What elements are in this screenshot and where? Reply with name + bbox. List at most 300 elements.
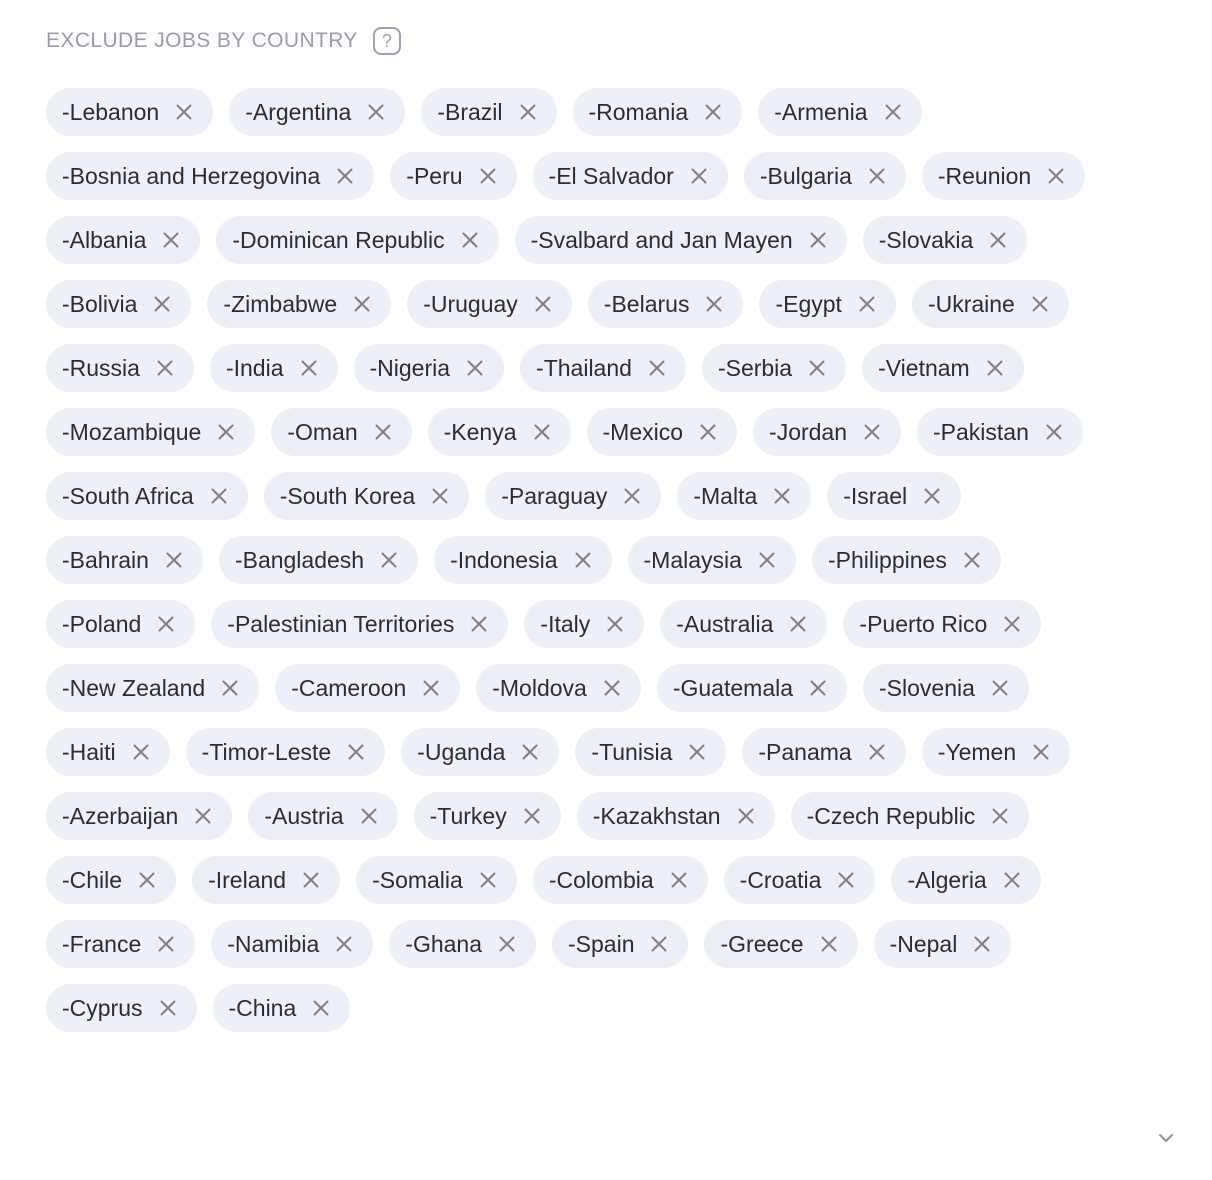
country-tag [863,216,1028,264]
remove-tag-button[interactable] [756,549,778,571]
country-tag [520,344,686,392]
remove-tag-button[interactable] [601,677,623,699]
country-tag [791,792,1030,840]
country-tag [46,88,213,136]
country-tag [354,344,505,392]
country-tag [46,664,259,712]
close-x-icon [421,678,441,698]
close-x-icon [346,742,366,762]
close-x-icon [469,614,489,634]
country-tag-label: -Romania [588,98,689,125]
close-x-icon [788,614,808,634]
remove-tag-button[interactable] [866,165,888,187]
country-tag [575,728,726,776]
help-icon[interactable]: ? [373,27,401,55]
country-tag-label: -Guatemala [672,674,794,701]
remove-tag-button[interactable] [921,485,943,507]
close-x-icon [301,870,321,890]
remove-tag-button[interactable] [468,613,490,635]
close-x-icon [478,870,498,890]
country-tag-label: -Cyprus [62,994,143,1021]
remove-tag-button[interactable] [807,677,829,699]
country-tag-label: -Zimbabwe [223,290,338,317]
close-x-icon [1002,870,1022,890]
country-tag-label: -Haiti [62,738,116,765]
remove-tag-button[interactable] [208,485,230,507]
close-x-icon [704,294,724,314]
close-x-icon [311,998,331,1018]
country-tag [742,728,905,776]
country-tag [46,280,191,328]
close-x-icon [883,102,903,122]
remove-tag-button[interactable] [365,101,387,123]
close-x-icon [962,550,982,570]
country-tag-label: -Ghana [405,930,482,957]
country-tag-label: -Timor-Leste [201,738,332,765]
country-tag [577,792,775,840]
close-x-icon [352,294,372,314]
country-tag [46,408,255,456]
country-tag-label: -Svalbard and Jan Mayen [530,226,793,253]
country-tag-label: -Mozambique [62,418,202,445]
remove-tag-button[interactable] [334,165,356,187]
remove-tag-button[interactable] [835,869,857,891]
country-tag-label: -India [225,354,284,381]
remove-tag-button[interactable] [604,613,626,635]
close-x-icon [152,294,172,314]
remove-tag-button[interactable] [648,933,670,955]
close-x-icon [518,102,538,122]
remove-tag-button[interactable] [866,741,888,763]
remove-tag-button[interactable] [358,805,380,827]
remove-tag-button[interactable] [686,741,708,763]
country-tag-label: -Indonesia [450,546,558,573]
close-x-icon [209,486,229,506]
close-x-icon [161,230,181,250]
country-tag-label: -Thailand [536,354,632,381]
country-tag [922,728,1070,776]
country-tag-label: -Bulgaria [759,162,852,189]
remove-tag-button[interactable] [521,805,543,827]
close-x-icon [216,422,236,442]
country-tag-label: -Reunion [937,162,1032,189]
country-tag-label: -Bosnia and Herzegovina [62,162,321,189]
remove-tag-button[interactable] [668,869,690,891]
remove-tag-button[interactable] [1029,293,1051,315]
remove-tag-button[interactable] [702,101,724,123]
country-tag [434,536,611,584]
close-x-icon [867,742,887,762]
country-tag-label: -Oman [287,418,358,445]
country-tag [211,920,373,968]
close-x-icon [990,678,1010,698]
country-tag [421,88,556,136]
remove-tag-button[interactable] [703,293,725,315]
close-x-icon [522,806,542,826]
remove-tag-button[interactable] [173,101,195,123]
country-tag [922,152,1085,200]
remove-tag-button[interactable] [219,677,241,699]
remove-tag-button[interactable] [300,869,322,891]
remove-tag-button[interactable] [155,613,177,635]
remove-tag-button[interactable] [155,933,177,955]
country-tag-label: -Malta [693,482,758,509]
country-tag [186,728,386,776]
close-x-icon [478,166,498,186]
close-x-icon [335,166,355,186]
remove-tag-button[interactable] [807,229,829,251]
remove-tag-button[interactable] [735,805,757,827]
country-tag [46,728,170,776]
country-tag [428,408,571,456]
country-tag [46,792,232,840]
close-x-icon [808,678,828,698]
country-tag [702,344,846,392]
remove-tag-button[interactable] [989,677,1011,699]
close-x-icon [972,934,992,954]
country-tag-label: -Philippines [827,546,947,573]
remove-tag-button[interactable] [477,869,499,891]
close-x-icon [532,422,552,442]
country-tag [229,88,405,136]
close-x-icon [158,998,178,1018]
close-x-icon [460,230,480,250]
remove-tag-button[interactable] [806,357,828,379]
country-tag-label: -Vietnam [878,354,970,381]
country-tag-label: -Bangladesh [234,546,365,573]
remove-tag-button[interactable] [771,485,793,507]
country-tag-label: -Egypt [775,290,842,317]
close-x-icon [867,166,887,186]
close-x-icon [605,614,625,634]
country-tag [587,408,738,456]
country-tag [862,344,1024,392]
country-tag-label: -Poland [62,610,142,637]
remove-tag-button[interactable] [572,549,594,571]
country-tag [524,600,644,648]
remove-tag-button[interactable] [163,549,185,571]
close-x-icon [687,742,707,762]
close-x-icon [862,422,882,442]
country-tag-label: -Puerto Rico [859,610,988,637]
country-tag [476,664,641,712]
country-tag [46,856,176,904]
country-tag [271,408,411,456]
country-tag-label: -Argentina [245,98,352,125]
country-tag-label: -Algeria [907,866,987,893]
close-x-icon [703,102,723,122]
close-x-icon [497,934,517,954]
remove-tag-button[interactable] [856,293,878,315]
close-x-icon [649,934,669,954]
close-x-icon [808,230,828,250]
country-tag [46,472,248,520]
close-x-icon [156,934,176,954]
remove-tag-button[interactable] [688,165,710,187]
country-tag [677,472,811,520]
country-tag [46,920,195,968]
close-x-icon [757,550,777,570]
close-x-icon [533,294,553,314]
close-x-icon [573,550,593,570]
country-tag [724,856,876,904]
country-tag [192,856,340,904]
country-tag [759,280,895,328]
country-tag [401,728,559,776]
remove-tag-button[interactable] [987,229,1009,251]
country-tag [891,856,1040,904]
country-tag [219,536,418,584]
exclude-country-filter [46,24,1176,1032]
remove-tag-button[interactable] [532,293,554,315]
remove-tag-button[interactable] [971,933,993,955]
country-tag-label: -Mexico [602,418,684,445]
remove-tag-button[interactable] [961,549,983,571]
country-tag-label: -Russia [62,354,140,381]
country-tag-label: -Uganda [417,738,506,765]
close-x-icon [985,358,1005,378]
country-tag-label: -Slovakia [878,226,974,253]
country-tag-label: -Ukraine [927,290,1015,317]
country-tag-label: -Italy [540,610,591,637]
country-tag [874,920,1012,968]
country-tag [628,536,796,584]
country-tag-label: -Palestinian Territories [227,610,455,637]
country-tag [843,600,1041,648]
country-tag-label: -Kazakhstan [592,802,721,829]
country-tag [46,600,195,648]
close-x-icon [430,486,450,506]
country-tag-label: -New Zealand [62,674,206,701]
country-tag [46,984,197,1032]
close-x-icon [131,742,151,762]
country-tag [210,344,338,392]
remove-tag-button[interactable] [818,933,840,955]
country-tag [917,408,1083,456]
close-x-icon [836,870,856,890]
close-x-icon [174,102,194,122]
country-tag [812,536,1001,584]
country-tag-label: -South Africa [62,482,194,509]
country-tag [657,664,847,712]
country-tag [912,280,1069,328]
remove-tag-button[interactable] [420,677,442,699]
country-tag-label: -Australia [676,610,774,637]
country-tag-label: -Nigeria [369,354,451,381]
remove-tag-button[interactable] [464,357,486,379]
country-tag-label: -Namibia [227,930,320,957]
remove-tag-button[interactable] [310,997,332,1019]
country-tag-label: -Yemen [937,738,1017,765]
country-tag [46,536,203,584]
close-x-icon [1031,742,1051,762]
close-x-icon [772,486,792,506]
country-tag-label: -Paraguay [501,482,608,509]
remove-tag-button[interactable] [298,357,320,379]
country-tag-label: -Slovenia [879,674,975,701]
close-x-icon [164,550,184,570]
country-tag [407,280,572,328]
close-x-icon [1030,294,1050,314]
country-tag-label: -China [228,994,297,1021]
close-x-icon [990,806,1010,826]
remove-tag-button[interactable] [787,613,809,635]
country-tag [588,280,744,328]
remove-tag-button[interactable] [1001,613,1023,635]
filter-header [46,24,1176,58]
close-x-icon [465,358,485,378]
country-tag-label: -Austria [264,802,344,829]
remove-tag-button[interactable] [429,485,451,507]
country-tag [533,856,708,904]
country-tag-label: -Kenya [443,418,517,445]
country-tag-label: -Israel [843,482,908,509]
country-tag-label: -Czech Republic [806,802,976,829]
remove-tag-button[interactable] [378,549,400,571]
close-x-icon [366,102,386,122]
remove-tag-button[interactable] [459,229,481,251]
remove-tag-button[interactable] [351,293,373,315]
close-x-icon [922,486,942,506]
country-tag-label: -Azerbaijan [62,802,179,829]
remove-tag-button[interactable] [130,741,152,763]
country-tag-label: -Armenia [774,98,868,125]
close-x-icon [379,550,399,570]
country-tag [248,792,397,840]
remove-tag-button[interactable] [984,357,1006,379]
country-tag-label: -Lebanon [62,98,160,125]
close-x-icon [698,422,718,442]
remove-tag-button[interactable] [215,421,237,443]
remove-tag-button[interactable] [477,165,499,187]
country-tag-label: -Moldova [492,674,587,701]
remove-tag-button[interactable] [160,229,182,251]
remove-tag-button[interactable] [157,997,179,1019]
close-x-icon [988,230,1008,250]
remove-tag-button[interactable] [136,869,158,891]
remove-tag-button[interactable] [372,421,394,443]
country-tag [744,152,906,200]
remove-tag-button[interactable] [1045,165,1067,187]
remove-tag-button[interactable] [989,805,1011,827]
country-tag [216,216,498,264]
filter-title: EXCLUDE JOBS BY COUNTRY [46,29,358,52]
country-tag-label: -Bolivia [62,290,138,317]
close-x-icon [299,358,319,378]
country-tag [275,664,460,712]
country-tag-label: -Albania [62,226,147,253]
country-tag-label: -France [62,930,142,957]
close-x-icon [689,166,709,186]
country-tag-label: -Colombia [548,866,654,893]
country-tag-label: -Belarus [603,290,690,317]
close-x-icon [602,678,622,698]
country-tag-label: -Greece [720,930,804,957]
country-tag-list [46,88,1131,1032]
country-tag [533,152,728,200]
remove-tag-button[interactable] [345,741,367,763]
country-tag [389,920,536,968]
close-x-icon [669,870,689,890]
country-tag [414,792,561,840]
country-tag [485,472,661,520]
close-x-icon [137,870,157,890]
remove-tag-button[interactable] [154,357,176,379]
country-tag-label: -Spain [568,930,635,957]
remove-tag-button[interactable] [531,421,553,443]
country-tag-label: -Peru [406,162,463,189]
country-tag [827,472,961,520]
country-tag [863,664,1029,712]
close-x-icon [1002,614,1022,634]
country-tag-label: -Chile [62,866,123,893]
country-tag [46,152,374,200]
country-tag [207,280,391,328]
close-x-icon [373,422,393,442]
remove-tag-button[interactable] [1043,421,1065,443]
remove-tag-button[interactable] [496,933,518,955]
country-tag-label: -Nepal [889,930,958,957]
country-tag-label: -Bahrain [62,546,149,573]
country-tag [573,88,743,136]
remove-tag-button[interactable] [882,101,904,123]
close-x-icon [736,806,756,826]
remove-tag-button[interactable] [1030,741,1052,763]
country-tag [704,920,857,968]
country-tag-label: -Uruguay [423,290,518,317]
country-tag-label: -Jordan [769,418,848,445]
country-tag-label: -Serbia [717,354,793,381]
close-x-icon [155,358,175,378]
country-tag-label: -Dominican Republic [232,226,445,253]
country-tag [356,856,517,904]
close-x-icon [1044,422,1064,442]
country-tag [390,152,516,200]
remove-tag-button[interactable] [517,101,539,123]
remove-tag-button[interactable] [861,421,883,443]
country-tag [213,984,351,1032]
remove-tag-button[interactable] [333,933,355,955]
chevron-down-icon[interactable] [1156,1128,1178,1150]
country-tag [753,408,901,456]
remove-tag-button[interactable] [192,805,214,827]
remove-tag-button[interactable] [519,741,541,763]
country-tag-label: -Brazil [437,98,503,125]
close-x-icon [359,806,379,826]
country-tag-label: -Somalia [372,866,463,893]
close-x-icon [1046,166,1066,186]
country-tag-label: -Tunisia [591,738,673,765]
country-tag [660,600,827,648]
close-x-icon [193,806,213,826]
country-tag-label: -South Korea [279,482,416,509]
remove-tag-button[interactable] [1001,869,1023,891]
remove-tag-button[interactable] [646,357,668,379]
country-tag-label: -Cameroon [291,674,407,701]
close-x-icon [334,934,354,954]
country-tag-label: -Ireland [208,866,287,893]
remove-tag-button[interactable] [151,293,173,315]
remove-tag-button[interactable] [621,485,643,507]
country-tag [552,920,688,968]
remove-tag-button[interactable] [697,421,719,443]
country-tag-label: -Pakistan [933,418,1029,445]
country-tag-label: -Turkey [429,802,507,829]
close-x-icon [622,486,642,506]
country-tag-label: -Panama [758,738,852,765]
close-x-icon [520,742,540,762]
close-x-icon [857,294,877,314]
